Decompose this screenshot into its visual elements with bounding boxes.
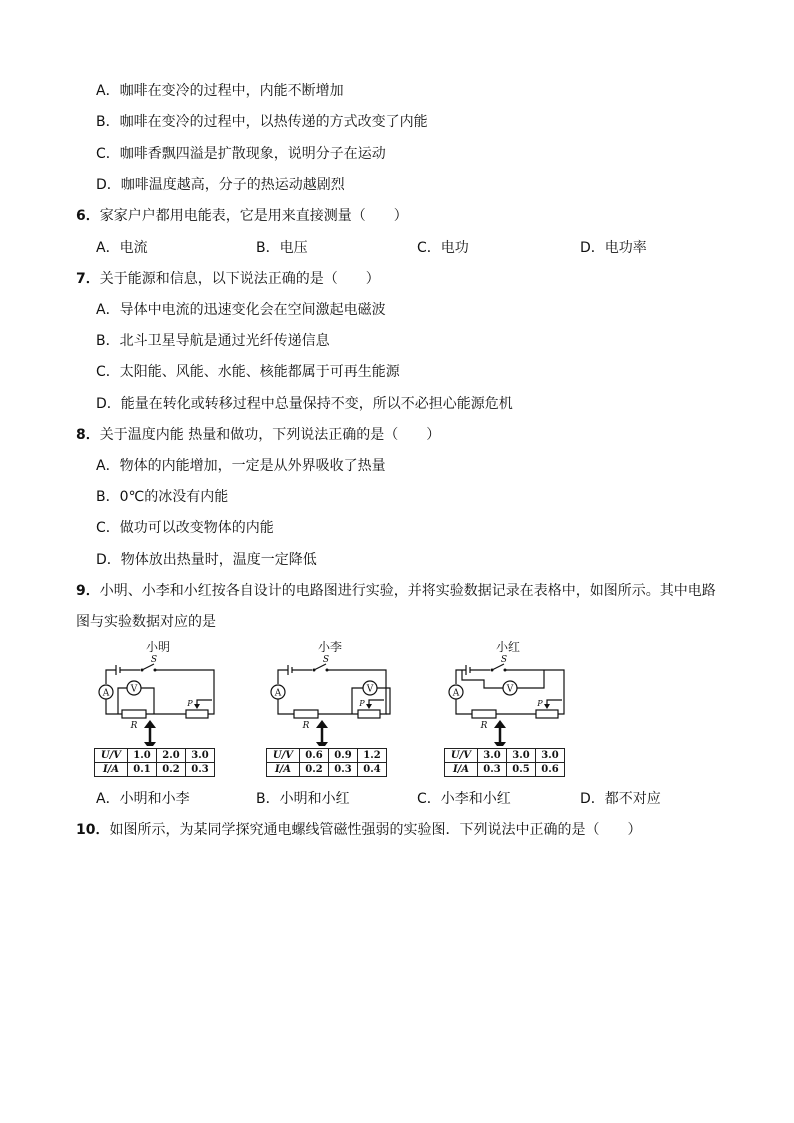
resistor-label: R xyxy=(302,721,310,731)
switch-label: S xyxy=(322,655,330,665)
table-cell: 1.2 xyxy=(358,749,387,763)
q6-stem: 家家户户都用电能表，它是用来直接测量（ ） xyxy=(99,208,408,224)
q8-option-a: A．物体的内能增加，一定是从外界吸收了热量 xyxy=(96,458,386,474)
voltmeter-lead-2 xyxy=(517,670,544,688)
resistor-symbol xyxy=(472,710,496,718)
q10-stem: 如图所示，为某同学探究通电螺线管磁性强弱的实验图．下列说法中正确的是（ ） xyxy=(109,822,642,838)
rheostat-symbol xyxy=(536,710,558,718)
q7-option-b: B．北斗卫星导航是通过光纤传递信息 xyxy=(96,333,330,349)
rheostat-arrow xyxy=(194,704,200,709)
table-cell: 2.0 xyxy=(157,749,186,763)
double-arrow-icon xyxy=(316,720,328,746)
voltmeter-label: V xyxy=(506,684,514,695)
figure-label: 小李 xyxy=(318,640,343,654)
voltage-row xyxy=(95,749,215,763)
current-row xyxy=(95,763,215,777)
q6-stem-line xyxy=(76,207,408,225)
table-cell: 3.0 xyxy=(536,749,565,763)
q8-number: 8． xyxy=(76,427,100,443)
table-cell: 1.0 xyxy=(128,749,157,763)
circuit-figure-xiaohong xyxy=(444,638,574,780)
q7-option-c: C．太阳能、风能、水能、核能都属于可再生能源 xyxy=(96,364,400,380)
switch-label: S xyxy=(150,655,158,665)
row-header: U/V xyxy=(267,749,300,763)
q7-number: 7． xyxy=(76,271,100,287)
voltage-row xyxy=(267,749,387,763)
slider-label: P xyxy=(187,699,193,708)
resistor-symbol xyxy=(294,710,318,718)
table-cell: 0.3 xyxy=(186,763,215,777)
voltmeter-label: V xyxy=(130,684,138,695)
q8-stem: 关于温度内能 热量和做功，下列说法正确的是（ ） xyxy=(99,427,441,443)
q9-option-d: D．都不对应 xyxy=(580,791,661,807)
ammeter-label: A xyxy=(452,688,460,699)
table-cell: 0.2 xyxy=(300,763,329,777)
double-arrow-icon xyxy=(144,720,156,746)
table-cell: 0.2 xyxy=(157,763,186,777)
rheostat-symbol xyxy=(186,710,208,718)
table-cell: 0.5 xyxy=(507,763,536,777)
circuit-diagram xyxy=(266,654,396,746)
row-header: U/V xyxy=(445,749,478,763)
table-cell: 3.0 xyxy=(507,749,536,763)
circuit-wires xyxy=(271,655,390,731)
table-cell: 0.9 xyxy=(329,749,358,763)
q9-option-c: C．小李和小红 xyxy=(417,791,511,807)
q7-option-d: D．能量在转化或转移过程中总量保持不变，所以不必担心能源危机 xyxy=(96,396,513,412)
table-cell: 0.1 xyxy=(128,763,157,777)
slider-label: P xyxy=(359,699,365,708)
figure-label: 小明 xyxy=(146,640,171,654)
table-cell: 0.3 xyxy=(329,763,358,777)
q5-option-b: B．咖啡在变冷的过程中，以热传递的方式改变了内能 xyxy=(96,114,428,130)
row-header: I/A xyxy=(445,763,478,777)
q6-option-d: D．电功率 xyxy=(580,240,647,256)
circuit-figure-xiaoming xyxy=(94,638,224,780)
ammeter-label: A xyxy=(274,688,282,699)
q10-number: 10． xyxy=(76,822,110,838)
q8-option-c: C．做功可以改变物体的内能 xyxy=(96,520,274,536)
data-table xyxy=(266,748,387,777)
q9-number: 9． xyxy=(76,583,100,599)
voltmeter-lead-1 xyxy=(462,670,503,688)
q9-stem-line1 xyxy=(76,582,716,600)
circuit-diagram xyxy=(444,654,574,746)
q8-stem-line xyxy=(76,426,440,444)
rheostat-arrow xyxy=(366,704,372,709)
rheostat-arrow xyxy=(544,704,550,709)
table-cell: 0.6 xyxy=(300,749,329,763)
circuit-diagram xyxy=(94,654,224,746)
q7-stem-line xyxy=(76,270,380,288)
q5-option-d: D．咖啡温度越高，分子的热运动越剧烈 xyxy=(96,177,345,193)
circuit-wires xyxy=(99,655,214,731)
rheostat-symbol xyxy=(358,710,380,718)
q6-number: 6． xyxy=(76,208,100,224)
row-header: I/A xyxy=(267,763,300,777)
resistor-symbol xyxy=(122,710,146,718)
q10-stem-line xyxy=(76,821,641,839)
switch-label: S xyxy=(500,655,508,665)
table-cell: 3.0 xyxy=(478,749,507,763)
current-row xyxy=(445,763,565,777)
current-row xyxy=(267,763,387,777)
q6-option-b: B．电压 xyxy=(256,240,308,256)
table-cell: 0.4 xyxy=(358,763,387,777)
q9-stem-1: 小明、小李和小红按各自设计的电路图进行实验，并将实验数据记录在表格中，如图所示。其中电路 xyxy=(99,583,716,599)
q6-option-c: C．电功 xyxy=(417,240,469,256)
slider-label: P xyxy=(537,699,543,708)
circuit-wires xyxy=(449,655,564,731)
resistor-label: R xyxy=(480,721,488,731)
double-arrow-icon xyxy=(494,720,506,746)
data-table xyxy=(94,748,215,777)
table-cell: 0.3 xyxy=(478,763,507,777)
q7-stem: 关于能源和信息，以下说法正确的是（ ） xyxy=(99,271,380,287)
q9-stem-line2: 图与实验数据对应的是 xyxy=(76,614,216,630)
circuit-figure-xiaoli xyxy=(266,638,396,780)
voltmeter-label: V xyxy=(366,684,374,695)
q6-option-a: A．电流 xyxy=(96,240,148,256)
table-cell: 0.6 xyxy=(536,763,565,777)
q5-option-c: C．咖啡香飘四溢是扩散现象，说明分子在运动 xyxy=(96,146,386,162)
data-table xyxy=(444,748,565,777)
row-header: U/V xyxy=(95,749,128,763)
q9-option-a: A．小明和小李 xyxy=(96,791,190,807)
resistor-label: R xyxy=(130,721,138,731)
ammeter-label: A xyxy=(102,688,110,699)
q7-option-a: A．导体中电流的迅速变化会在空间激起电磁波 xyxy=(96,302,386,318)
figure-label: 小红 xyxy=(496,640,521,654)
q8-option-b: B．0℃的冰没有内能 xyxy=(96,489,229,505)
table-cell: 3.0 xyxy=(186,749,215,763)
voltage-row xyxy=(445,749,565,763)
q9-option-b: B．小明和小红 xyxy=(256,791,350,807)
row-header: I/A xyxy=(95,763,128,777)
q8-option-d: D．物体放出热量时，温度一定降低 xyxy=(96,552,317,568)
q5-option-a: A．咖啡在变冷的过程中，内能不断增加 xyxy=(96,83,344,99)
